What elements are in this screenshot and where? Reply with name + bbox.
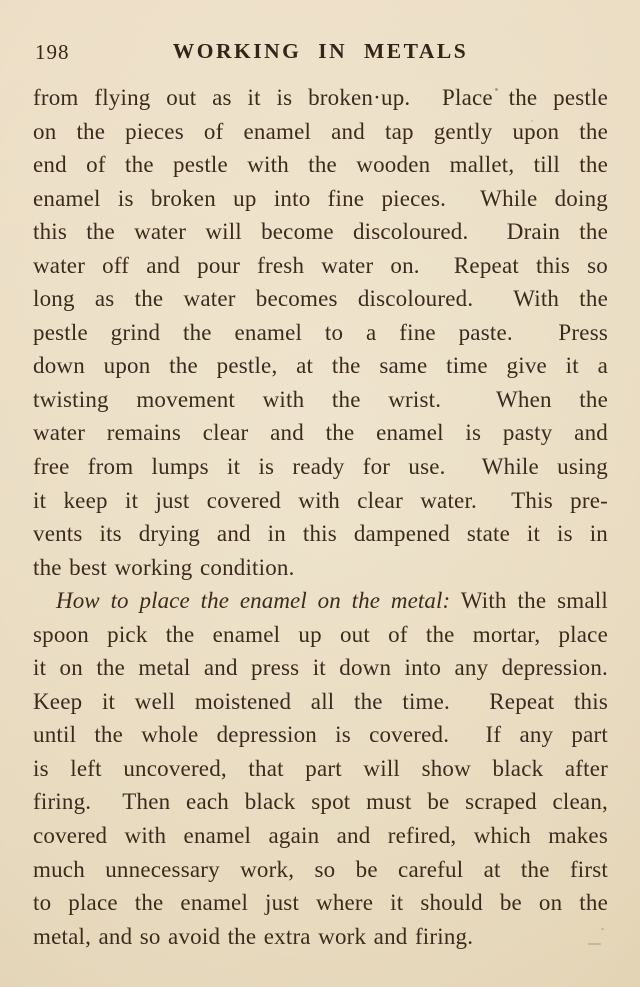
text-line: water remains clear and the enamel is pasty and (33, 420, 608, 446)
page-header (33, 39, 608, 65)
paper-speck (495, 88, 498, 91)
text-line: twisting movement with the wrist. When the (33, 386, 608, 412)
text-line: free from lumps it is ready for use. While using (33, 454, 608, 480)
text-line: spoon pick the enamel up out of the mortar, place (33, 621, 608, 647)
text-line: this the water will become discoloured. Drain the (33, 219, 608, 245)
text-line: covered with enamel again and refired, which makes (33, 823, 608, 849)
text-line: down upon the pestle, at the same time give it a (33, 353, 608, 379)
paper-speck (601, 928, 604, 930)
text-line: until the whole depression is covered. If any part (33, 722, 608, 748)
text-line: Keep it well moistened all the time. Repeat this (33, 688, 608, 714)
text-line: pestle grind the enamel to a fine paste. Press (33, 319, 608, 345)
text-line: long as the water becomes discoloured. With the (33, 286, 608, 312)
page-number: 198 (35, 40, 70, 64)
text-line: is left uncovered, that part will show black after (33, 755, 608, 781)
text-line: vents its drying and in this dampened state it is in (33, 521, 608, 547)
text-line: much unnecessary work, so be careful at the first (33, 856, 608, 882)
text-line: on the pieces of enamel and tap gently upon the (33, 118, 608, 144)
text-line: to place the enamel just where it should be on the (33, 890, 608, 916)
text-line: metal, and so avoid the extra work and firing. (33, 923, 474, 949)
paper-speck (531, 120, 533, 122)
text-line: it keep it just covered with clear water. This pre- (33, 487, 608, 513)
paper-speck (588, 943, 601, 945)
body-text (33, 81, 608, 953)
text-line: it on the metal and press it down into any depression. (33, 655, 608, 681)
text-line: end of the pestle with the wooden mallet, till the (33, 152, 608, 178)
italic-lead: How to place the enamel on the metal: (56, 588, 451, 614)
text-line: firing. Then each black spot must be scraped clean, (33, 789, 608, 815)
text-line: water off and pour fresh water on. Repeat this so (33, 252, 608, 278)
text-line: from flying out as it is broken·up. Place the pestle (33, 85, 608, 110)
text-line: enamel is broken up into fine pieces. While doing (33, 185, 608, 211)
text-line: the best working condition. (33, 554, 295, 580)
running-head: WORKING IN METALS (172, 39, 469, 63)
text-line: How to place the enamel on the metal: With the small (56, 588, 608, 614)
